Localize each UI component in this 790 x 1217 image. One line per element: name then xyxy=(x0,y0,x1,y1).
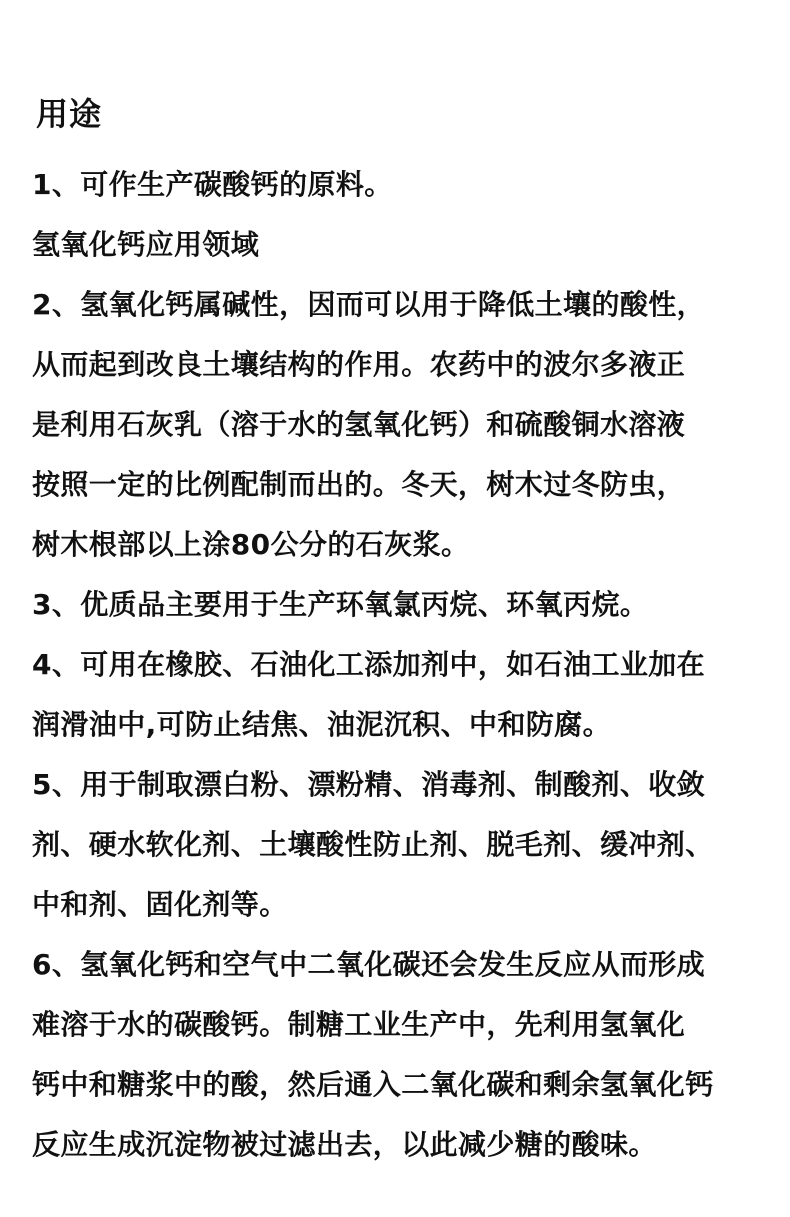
text-line-3: 2、氢氧化钙属碱性，因而可以用于降低土壤的酸性， xyxy=(32,288,706,321)
text-line-7: 树木根部以上涂80公分的石灰浆。 xyxy=(32,528,470,561)
text-line-13: 中和剂、固化剂等。 xyxy=(32,888,288,921)
section-title: 用途 xyxy=(36,95,103,133)
text-line-12: 剂、硬水软化剂、土壤酸性防止剂、脱毛剂、缓冲剂、 xyxy=(32,828,714,861)
text-line-5: 是利用石灰乳（溶于水的氢氧化钙）和硫酸铜水溶液 xyxy=(32,408,686,441)
text-line-4: 从而起到改良土壤结构的作用。农药中的波尔多液正 xyxy=(32,348,686,381)
text-line-10: 润滑油中,可防止结焦、油泥沉积、中和防腐。 xyxy=(32,708,612,741)
text-line-11: 5、用于制取漂白粉、漂粉精、消毒剂、制酸剂、收敛 xyxy=(32,768,706,801)
text-line-2: 氢氧化钙应用领域 xyxy=(32,228,260,261)
text-line-1: 1、可作生产碳酸钙的原料。 xyxy=(32,168,393,201)
text-line-14: 6、氢氧化钙和空气中二氧化碳还会发生反应从而形成 xyxy=(32,948,706,981)
text-line-6: 按照一定的比例配制而出的。冬天，树木过冬防虫， xyxy=(32,468,686,501)
text-line-16: 钙中和糖浆中的酸，然后通入二氧化碳和剩余氢氧化钙 xyxy=(32,1068,714,1101)
text-line-8: 3、优质品主要用于生产环氧氯丙烷、环氧丙烷。 xyxy=(32,588,649,621)
text-line-17: 反应生成沉淀物被过滤出去，以此减少糖的酸味。 xyxy=(32,1128,657,1161)
text-line-15: 难溶于水的碳酸钙。制糖工业生产中，先利用氢氧化 xyxy=(32,1008,686,1041)
text-line-9: 4、可用在橡胶、石油化工添加剂中，如石油工业加在 xyxy=(32,648,706,681)
